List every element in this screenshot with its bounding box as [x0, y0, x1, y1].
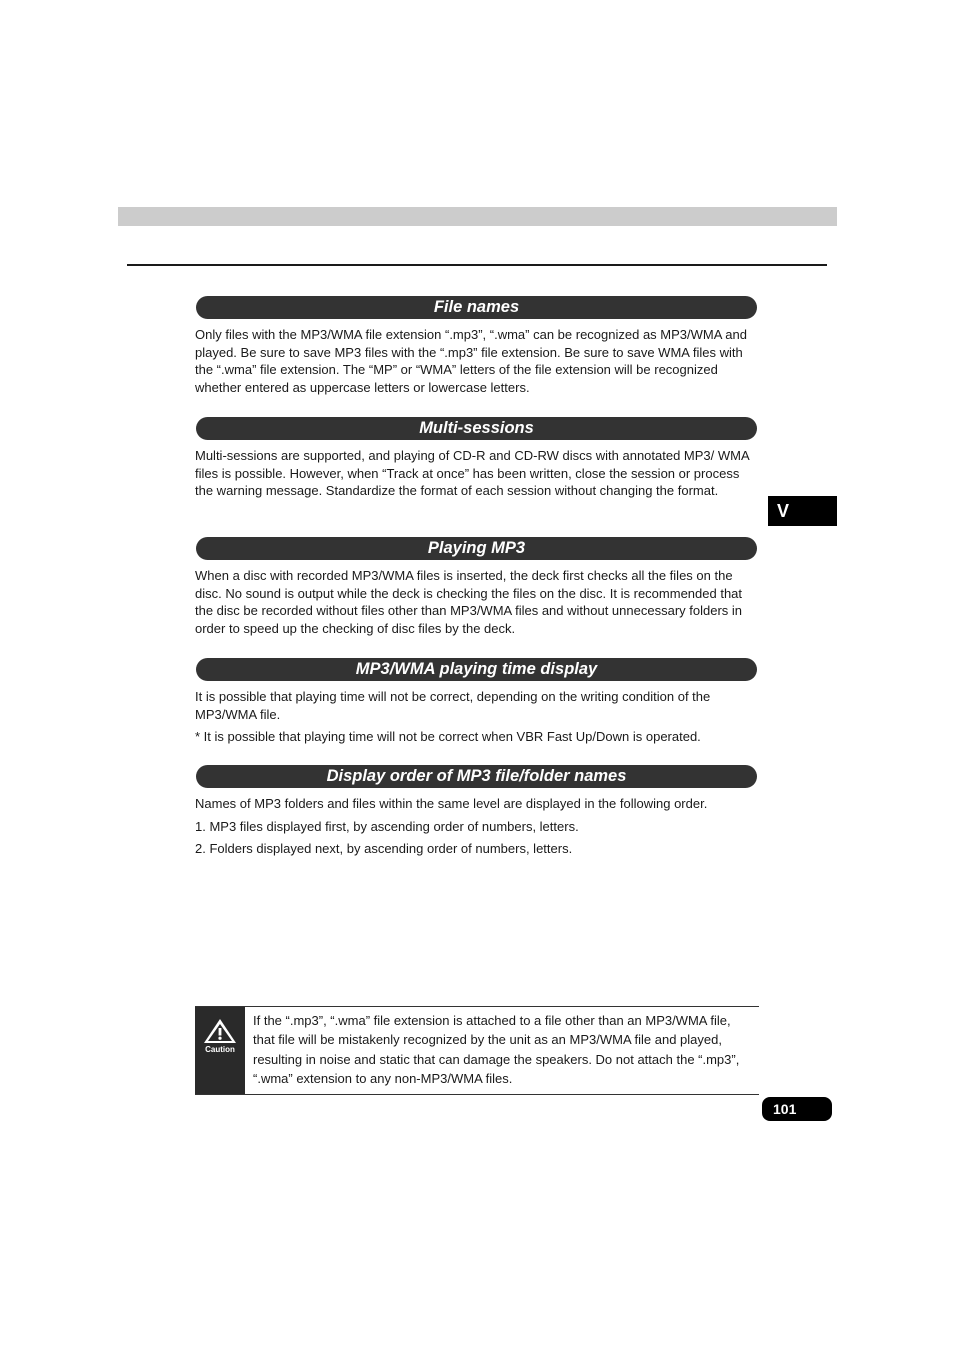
- section-header-display-order: [196, 765, 757, 788]
- section-header-multi-sessions: [196, 417, 757, 440]
- section-title: File names: [433, 298, 520, 316]
- section-header-playing-mp3: [196, 537, 757, 560]
- chapter-tab: [768, 496, 837, 526]
- section-header-playing-time-display: [196, 658, 757, 681]
- section-paragraph: Only files with the MP3/WMA file extension “.mp3”, “.wma” can be recognized as MP3/WMA and played. Be sure to save MP3 files with the “.mp3” file extension. Be sure to save WMA files with the “.wma” file extension. The “MP” or “WMA” letters of the file extension will be recognized whether entered as uppercase letters or lowercase letters.: [195, 327, 747, 395]
- section-note: * It is possible that playing time will not be correct when VBR Fast Up/Down is operated.: [195, 729, 701, 744]
- section-paragraph: When a disc with recorded MP3/WMA files is inserted, the deck first checks all the files on the disc. No sound is output while the deck is checking the files on the disc. It is recommended that the disc be recorded without files other than MP3/WMA files and without unnecessary folders in order to speed up the checking of disc files by the deck.: [195, 568, 743, 636]
- caution-label: Caution: [205, 1045, 235, 1054]
- section-title: MP3/WMA playing time display: [355, 660, 598, 678]
- caution-icon-cell: [195, 1007, 245, 1094]
- header-rule: [127, 264, 827, 266]
- caution-text: If the “.mp3”, “.wma” file extension is attached to a file other than an MP3/WMA file, that file will be mistakenly recognized by the unit as an MP3/WMA file and played, resulting in noise and static that can damage the speakers. Do not attach the “.mp3”, “.wma” extension to any non-MP3/WMA files.: [253, 1013, 740, 1086]
- section-title: Playing MP3: [427, 539, 526, 557]
- chapter-tab-label: V: [777, 500, 790, 521]
- section-paragraph: It is possible that playing time will not be correct, depending on the writing condition of the MP3/WMA file.: [195, 689, 711, 722]
- section-title: Display order of MP3 file/folder names: [326, 767, 627, 785]
- page-number: [762, 1097, 832, 1121]
- caution-box: [195, 1006, 759, 1095]
- section-header-file-names: [196, 296, 757, 319]
- caution-icon: [201, 1017, 239, 1045]
- section-title: Multi-sessions: [419, 419, 534, 437]
- list-item: 1. MP3 files displayed first, by ascending order of numbers, letters.: [195, 819, 579, 834]
- header-band: [118, 207, 837, 226]
- page-number-label: 101: [773, 1101, 797, 1117]
- section-paragraph: Names of MP3 folders and files within the same level are displayed in the following order.: [195, 796, 708, 811]
- section-paragraph: Multi-sessions are supported, and playing of CD-R and CD-RW discs with annotated MP3/ WMA files is possible. However, when “Track at once” has been written, close the session or process the warning message. Standardize the format of each session without changing the format.: [195, 448, 749, 499]
- list-item: 2. Folders displayed next, by ascending order of numbers, letters.: [195, 841, 573, 856]
